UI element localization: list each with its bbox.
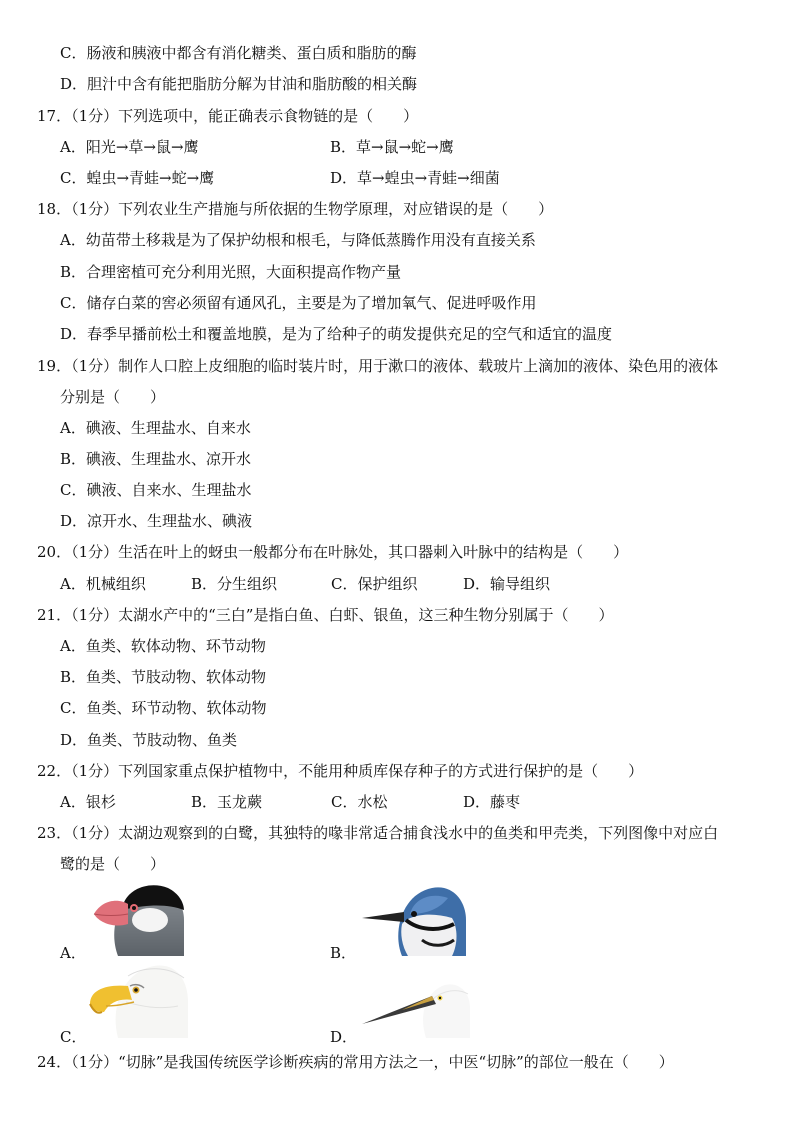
q19-option-d: D．凉开水、生理盐水、碘液 [60,512,253,530]
q21-stem: 21．（1分）太湖水产中的“三白”是指白鱼、白虾、银鱼，这三种生物分别属于（ ） [37,606,614,624]
q17-option-b: B．草→鼠→蛇→鹰 [330,138,454,156]
q23-stem-line2: 鹭的是（ ） [60,855,166,873]
q21-option-c: C．鱼类、环节动物、软体动物 [60,699,267,717]
q22-option-a: A．银杉 [60,793,116,811]
q19-option-c: C．碘液、自来水、生理盐水 [60,481,252,499]
q17-option-a: A．阳光→草→鼠→鹰 [60,138,199,156]
q22-option-c: C．水松 [331,793,388,811]
q20-option-d: D．输导组织 [463,575,551,593]
q21-option-b: B．鱼类、节肢动物、软体动物 [60,668,267,686]
q22-options [60,792,760,812]
bald-eagle-image [88,962,188,1038]
q18-option-c: C．储存白菜的窖必须留有通风孔，主要是为了增加氧气、促进呼吸作用 [60,294,537,312]
q19-option-a: A．碘液、生理盐水、自来水 [60,419,251,437]
blue-jay-image [362,884,466,956]
q21-option-a: A．鱼类、软体动物、环节动物 [60,637,266,655]
q23-option-b-label: B． [330,944,357,962]
q20-stem: 20．（1分）生活在叶上的蚜虫一般都分布在叶脉处，其口器刺入叶脉中的结构是（ ） [37,543,629,561]
q18-stem: 18．（1分）下列农业生产措施与所依据的生物学原理，对应错误的是（ ） [37,200,554,218]
q23-option-d-label: D． [330,1028,358,1046]
q22-stem: 22．（1分）下列国家重点保护植物中，不能用种质库保存种子的方式进行保护的是（ ） [37,762,644,780]
q20-option-a: A．机械组织 [60,575,146,593]
q22-option-b: B．玉龙蕨 [191,793,263,811]
q18-option-b: B．合理密植可充分利用光照，大面积提高作物产量 [60,263,402,281]
q17-stem: 17．（1分）下列选项中，能正确表示食物链的是（ ） [37,107,419,125]
q19-option-b: B．碘液、生理盐水、凉开水 [60,450,252,468]
q23-stem-line1: 23．（1分）太湖边观察到的白鹭，其独特的喙非常适合捕食浅水中的鱼类和甲壳类，下列图像中对应白 [37,824,719,842]
q24-stem: 24．（1分）“切脉”是我国传统医学诊断疾病的常用方法之一，中医“切脉”的部位一般在（ ） [37,1053,674,1071]
q16-option-c: C．肠液和胰液中都含有消化糖类、蛋白质和脂肪的酶 [60,44,417,62]
q16-option-d: D．胆汁中含有能把脂肪分解为甘油和脂肪酸的相关酶 [60,75,418,93]
q18-option-d: D．春季早播前松土和覆盖地膜，是为了给种子的萌发提供充足的空气和适宜的温度 [60,325,613,343]
q20-option-b: B．分生组织 [191,575,278,593]
q19-stem-line1: 19．（1分）制作人口腔上皮细胞的临时装片时，用于漱口的液体、载玻片上滴加的液体、染色用的液体 [37,357,719,375]
q18-option-a: A．幼苗带土移栽是为了保护幼根和根毛，与降低蒸腾作用没有直接关系 [60,231,536,249]
q21-option-d: D．鱼类、节肢动物、鱼类 [60,731,238,749]
q23-option-c-label: C． [60,1028,87,1046]
q20-options [60,574,760,594]
q20-option-c: C．保护组织 [331,575,418,593]
q17-option-c: C．蝗虫→青蛙→蛇→鹰 [60,169,215,187]
egret-image [362,980,470,1038]
q17-option-d: D．草→蝗虫→青蛙→细菌 [330,169,500,187]
q19-stem-line2: 分别是（ ） [60,388,166,406]
q22-option-d: D．藤枣 [463,793,521,811]
q23-option-a-label: A． [60,944,86,962]
java-sparrow-image [88,880,184,956]
